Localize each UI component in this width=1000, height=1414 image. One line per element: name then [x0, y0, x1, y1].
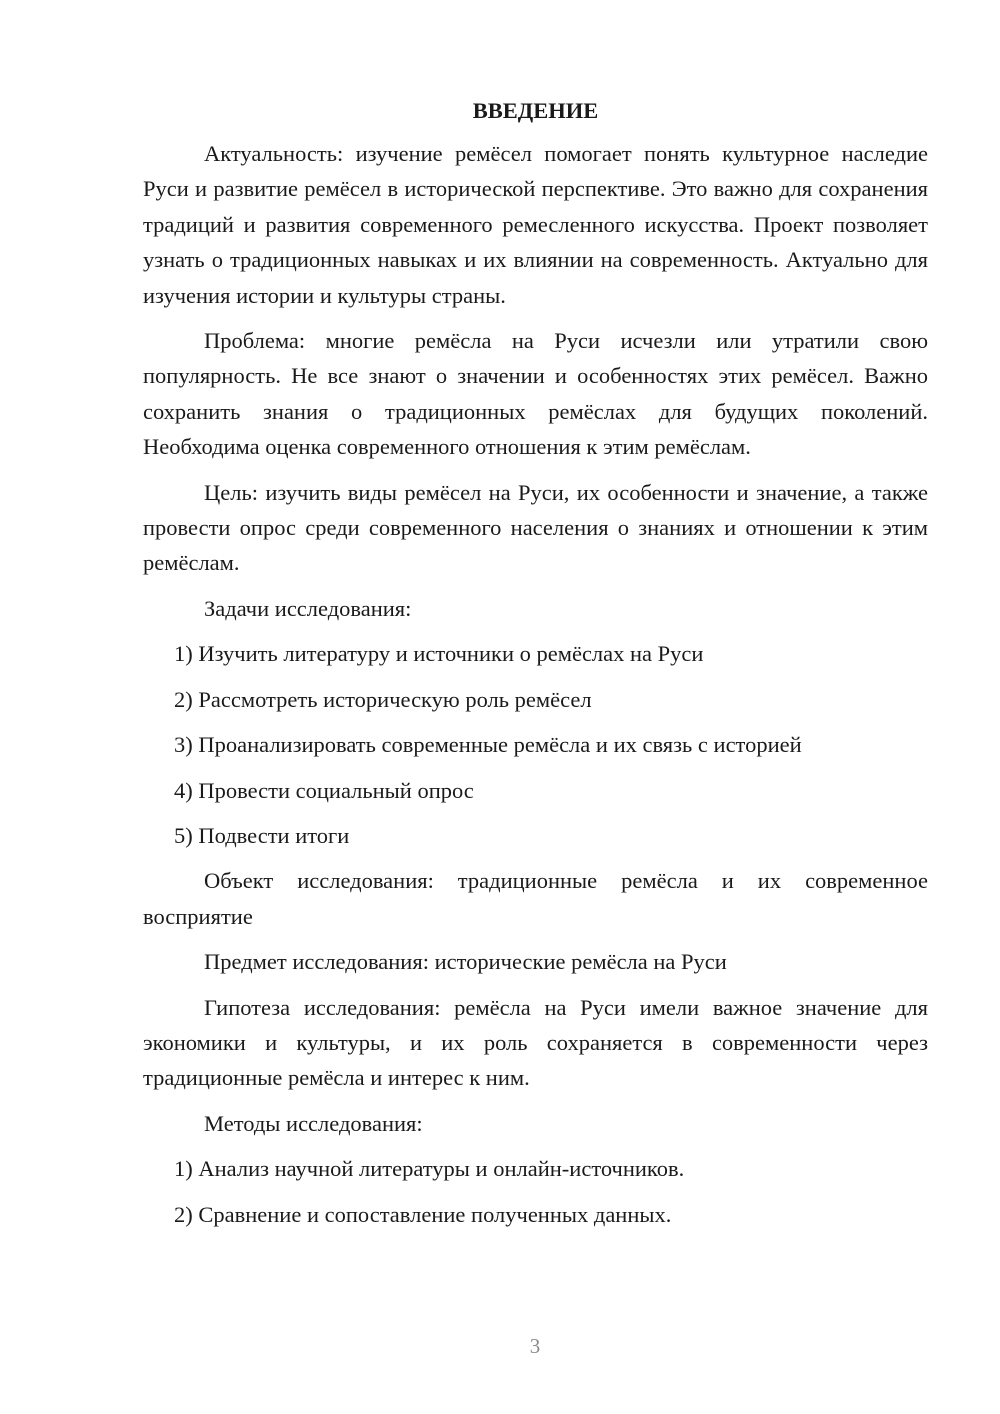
list-item: 5) Подвести итоги	[174, 822, 350, 848]
list-item: 4) Провести социальный опрос	[174, 777, 474, 803]
tasks-heading: Задачи исследования:	[204, 595, 412, 621]
methods-list	[143, 1151, 928, 1232]
object-paragraph: Объект исследования: традиционные ремёсла и их современное восприятие	[143, 868, 928, 929]
relevance-paragraph: Актуальность: изучение ремёсел помогает понять культурное наследие Руси и развитие ремёсел в исторической перспективе. Это важно для сохранения традиций и развития современного ремесленного искусства. Проект позволяет узнать о традиционных навыках и их влиянии на современность. Актуально для изучения истории и культуры страны.	[143, 141, 928, 308]
methods-heading: Методы исследования:	[204, 1110, 423, 1136]
goal-paragraph: Цель: изучить виды ремёсел на Руси, их особенности и значение, а также провести опрос среди современного населения о знаниях и отношении к этим ремёслам.	[143, 479, 928, 576]
list-item: 2) Сравнение и сопоставление полученных данных.	[174, 1201, 672, 1227]
hypothesis-paragraph: Гипотеза исследования: ремёсла на Руси имели важное значение для экономики и культуры, и их роль сохраняется в современности через традиционные ремёсла и интерес к ним.	[143, 994, 928, 1091]
list-item: 2) Рассмотреть историческую роль ремёсел	[174, 686, 592, 712]
page-title: ВВЕДЕНИЕ	[472, 98, 599, 123]
subject-paragraph: Предмет исследования: исторические ремёсла на Руси	[204, 949, 727, 975]
problem-paragraph: Проблема: многие ремёсла на Руси исчезли или утратили свою популярность. Не все знают о значении и особенностях этих ремёсел. Важно сохранить знания о традиционных ремёслах для будущих поколений. Необходима оценка современного отношения к этим ремёслам.	[143, 328, 928, 460]
document-page	[143, 96, 928, 1242]
list-item: 1) Анализ научной литературы и онлайн-источников.	[174, 1156, 685, 1182]
tasks-list	[143, 636, 928, 853]
list-item: 3) Проанализировать современные ремёсла и их связь с историей	[174, 732, 802, 758]
page-number: 3	[529, 1334, 541, 1358]
list-item: 1) Изучить литературу и источники о ремёслах на Руси	[174, 641, 704, 667]
